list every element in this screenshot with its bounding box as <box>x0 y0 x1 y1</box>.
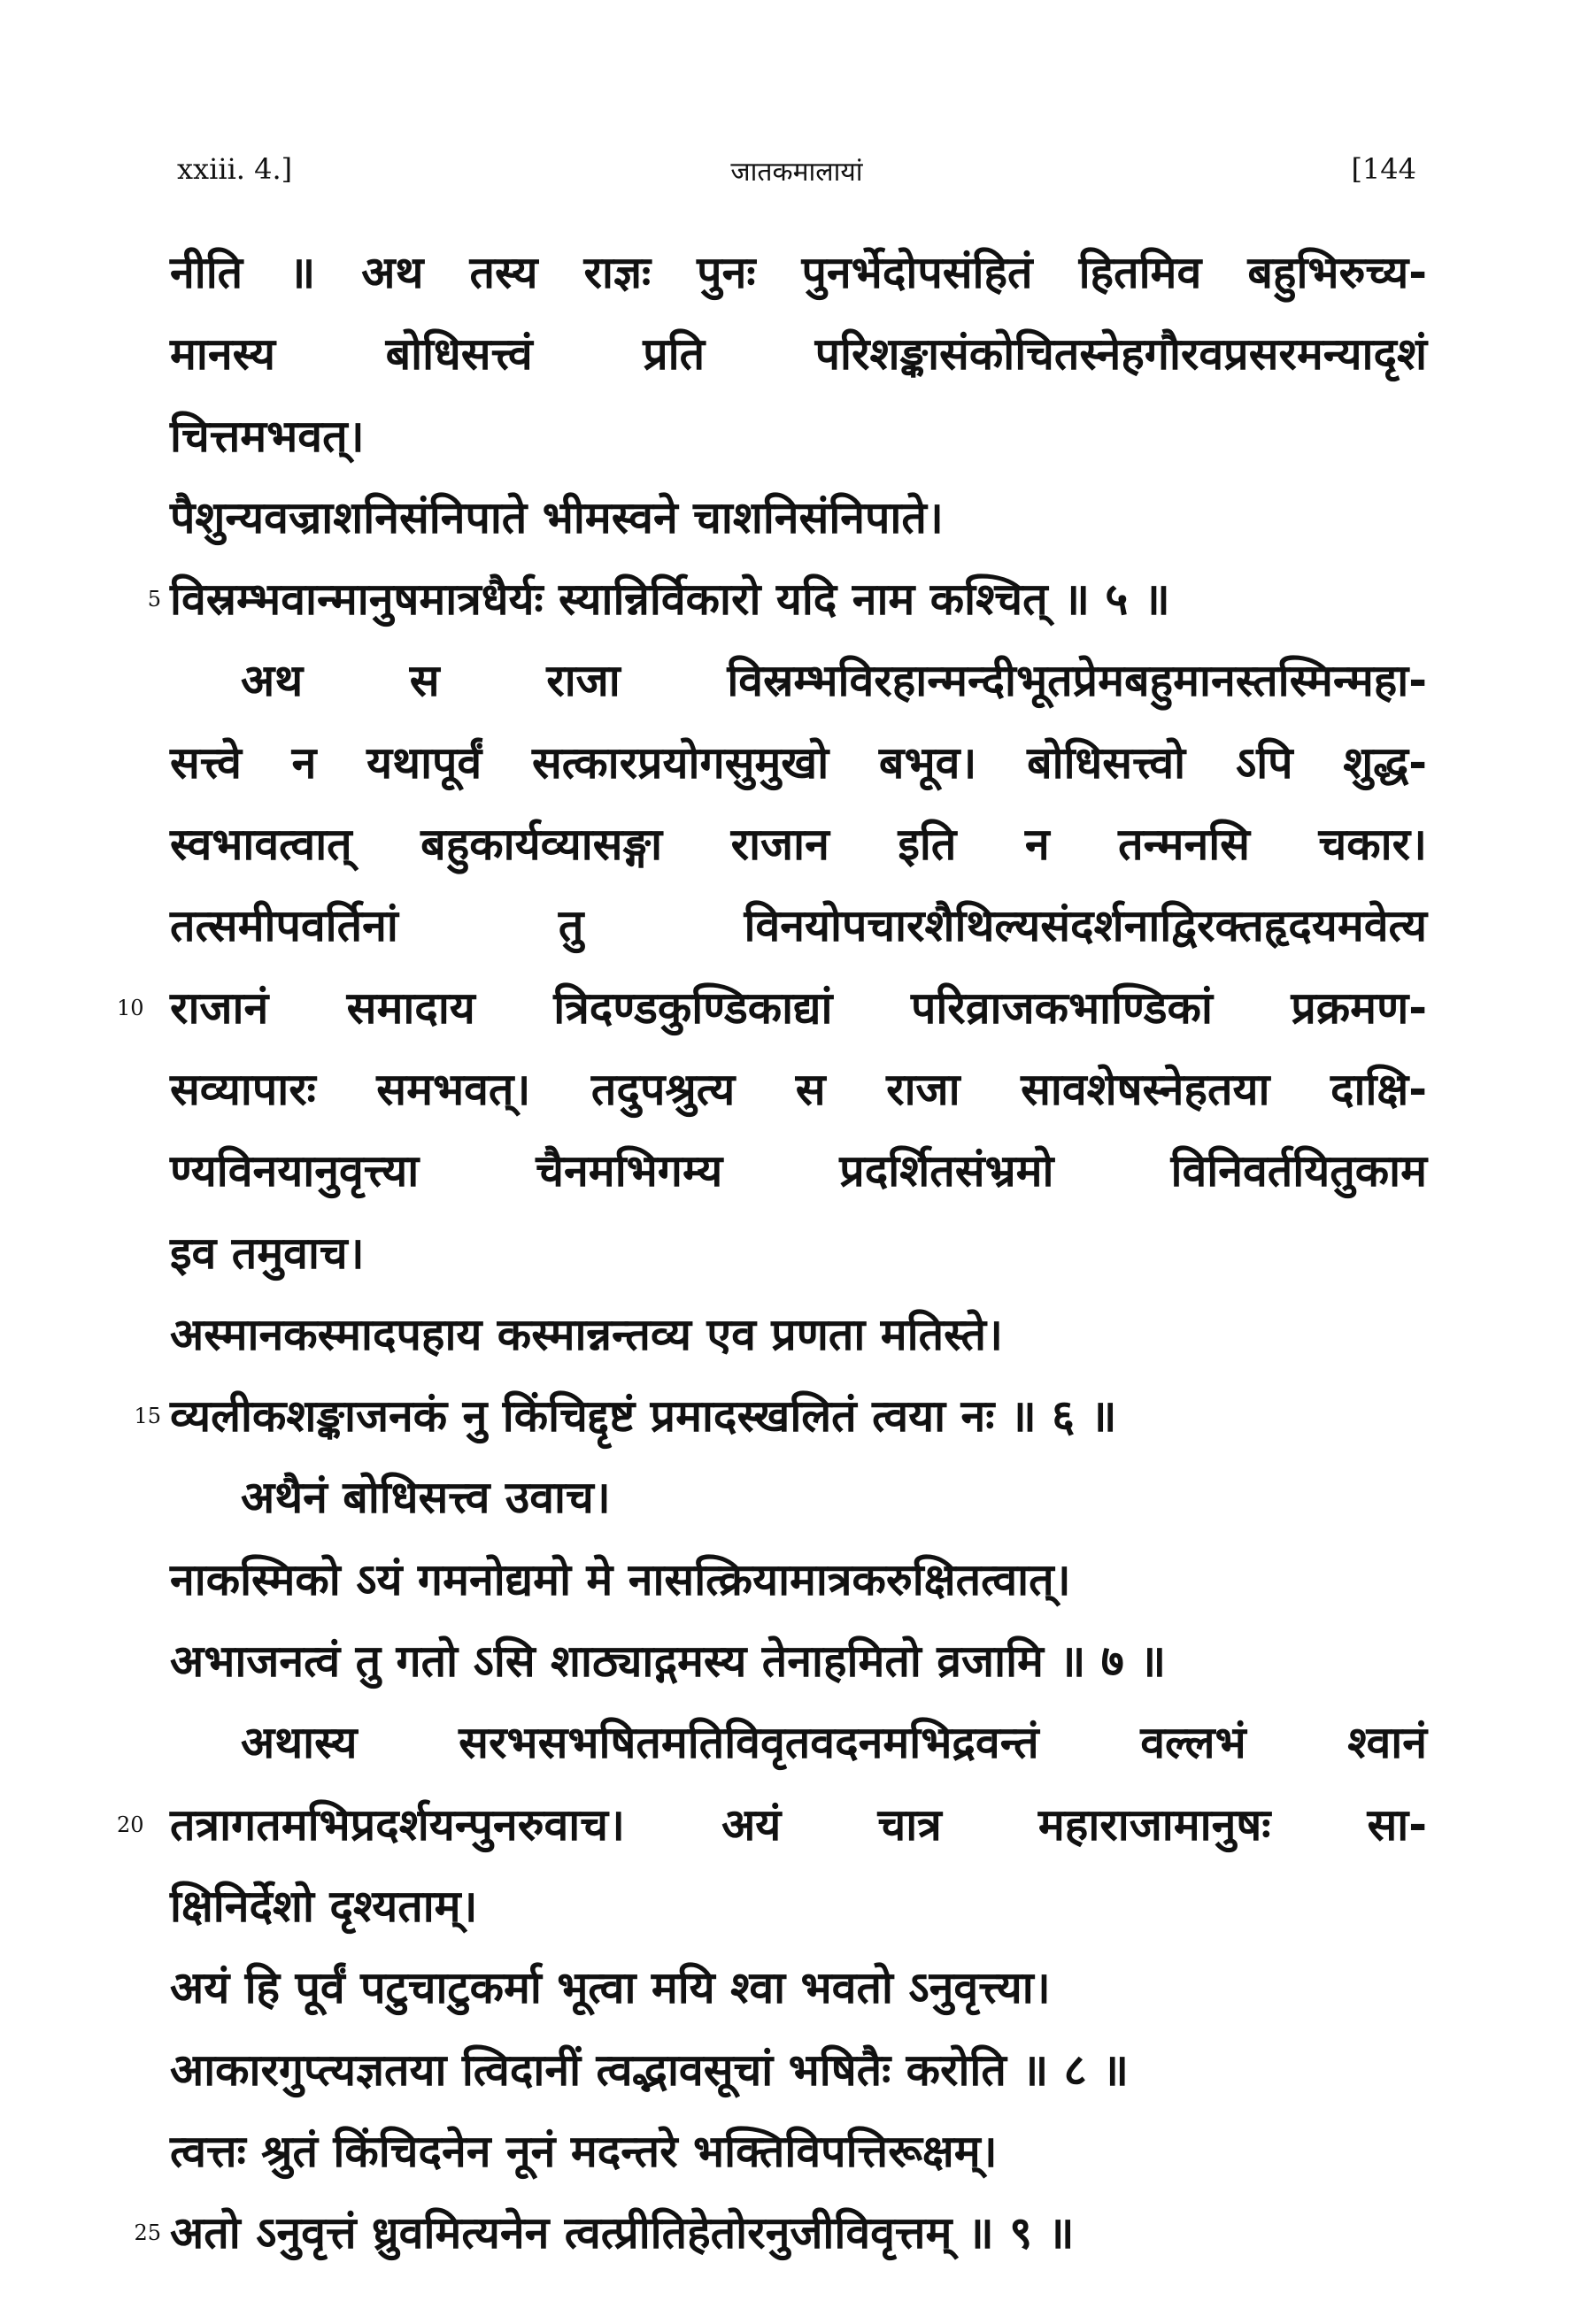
line-text: तत्रागतमभिप्रदर्शयन्पुनरुवाच। अयं चात्र महाराजामानुषः सा- <box>170 1798 1427 1851</box>
line-text: अयं हि पूर्वं पटुचाटुकर्मा भूत्वा मयि श्वा भवतो ऽनुवृत्त्या। <box>170 1962 1051 2014</box>
text-line <box>170 1457 1427 1538</box>
text-line <box>117 1784 1427 1866</box>
line-text: सव्यापारः समभवत्। तदुपश्रुत्य स राजा सावशेषस्नेहतया दाक्षि- <box>170 1063 1427 1115</box>
line-text: पैशुन्यवज्राशनिसंनिपाते भीमस्वने चाशनिसंनिपाते। <box>170 491 944 543</box>
line-number: 20 <box>117 1812 144 1837</box>
text-line <box>170 885 1427 966</box>
line-text: तत्समीपवर्तिनां तु विनयोपचारशैथिल्यसंदर्शनाद्विरक्तहृदयमवेत्य <box>170 900 1427 952</box>
text-line <box>170 396 1427 477</box>
text-line <box>170 1539 1427 1620</box>
text-line <box>170 477 1427 558</box>
line-text: अभाजनत्वं तु गतो ऽसि शाठ्याद्गमस्य तेनाहमितो व्रजामि ॥ ७ ॥ <box>170 1635 1167 1688</box>
text-line <box>170 1947 1427 2028</box>
line-text: क्षिनिर्देशो दृश्यताम्। <box>170 1880 478 1932</box>
text-line <box>117 967 1427 1049</box>
book-title: जातकमालायां <box>730 157 863 188</box>
line-text: इव तमुवाच। <box>170 1227 365 1279</box>
text-line <box>170 1130 1427 1212</box>
line-text: सत्त्वे न यथापूर्वं सत्कारप्रयोगसुमुखो बभूव। बोधिसत्त्वो ऽपि शुद्ध- <box>170 736 1427 789</box>
line-number: 10 <box>117 995 144 1020</box>
line-text: मानस्य बोधिसत्त्वं प्रति परिशङ्कासंकोचितस्नेहगौरवप्रसरमन्यादृशं <box>170 328 1427 381</box>
line-text: व्यलीकशङ्काजनकं नु किंचिद्दृष्टं प्रमादस्खलितं त्वया नः ॥ ६ ॥ <box>170 1390 1117 1443</box>
chapter-reference: xxiii. 4.] <box>177 152 293 186</box>
sanskrit-text-body <box>117 232 1427 2274</box>
line-text: त्वत्तः श्रुतं किंचिदनेन नूनं मदन्तरे भक्तिविपत्तिरूक्षम्। <box>170 2125 998 2177</box>
page-number: [144 <box>1351 152 1416 186</box>
text-line <box>170 804 1427 885</box>
text-line <box>134 1375 1427 1457</box>
text-line <box>170 722 1427 804</box>
line-number: 25 <box>134 2220 161 2246</box>
text-line <box>170 1620 1427 1702</box>
line-text: अस्मानकस्मादपहाय कस्मान्नन्तव्य एव प्रणता मतिस्ते। <box>170 1308 1003 1360</box>
running-head <box>177 152 1416 196</box>
text-line <box>170 1702 1427 1783</box>
line-text: अथास्य सरभसभषितमतिविवृतवदनमभिद्रवन्तं वल्लभं श्वानं <box>241 1717 1427 1769</box>
line-text: नीति ॥ अथ तस्य राज्ञः पुनः पुनर्भेदोपसंहितं हितमिव बहुभिरुच्य- <box>170 247 1427 298</box>
text-line <box>170 1866 1427 1947</box>
text-line <box>170 2111 1427 2192</box>
text-line <box>170 232 1427 313</box>
line-text: अतो ऽनुवृत्तं ध्रुवमित्यनेन त्वत्प्रीतिहेतोरनुजीविवृत्तम् ॥ ९ ॥ <box>170 2207 1075 2259</box>
text-line <box>147 558 1427 640</box>
line-text: विस्रम्भवान्मानुषमात्रधैर्यः स्यान्निर्विकारो यदि नाम कश्चित् ॥ ५ ॥ <box>170 573 1170 626</box>
line-number: 15 <box>134 1404 161 1429</box>
line-text: नाकस्मिको ऽयं गमनोद्यमो मे नासत्क्रियामात्रकरुक्षितत्वात्। <box>170 1553 1071 1605</box>
line-text: अथ स राजा विस्रम्भविरहान्मन्दीभूतप्रेमबहुमानस्तस्मिन्महा- <box>241 655 1427 707</box>
line-text: अथैनं बोधिसत्त्व उवाच। <box>241 1472 611 1524</box>
text-line <box>170 313 1427 395</box>
line-number: 5 <box>147 587 161 612</box>
text-line <box>170 1049 1427 1130</box>
line-text: ण्यविनयानुवृत्त्या चैनमभिगम्य प्रदर्शितसंभ्रमो विनिवर्तयितुकाम <box>170 1145 1427 1197</box>
line-text: आकारगुप्त्यज्ञतया त्विदानीं त्वद्भावसूचां भषितैः करोति ॥ ८ ॥ <box>170 2043 1129 2096</box>
line-text: स्वभावत्वात् बहुकार्यव्यासङ्गा राजान इति न तन्मनसि चकार। <box>170 819 1427 871</box>
text-line <box>170 1294 1427 1375</box>
text-line <box>170 640 1427 721</box>
line-text: राजानं समादाय त्रिदण्डकुण्डिकाद्यां परिव्राजकभाण्डिकां प्रक्रमण- <box>170 981 1427 1034</box>
text-line <box>134 2192 1427 2274</box>
text-line <box>170 1212 1427 1294</box>
line-text: चित्तमभवत्। <box>170 410 365 462</box>
text-line <box>170 2029 1427 2111</box>
